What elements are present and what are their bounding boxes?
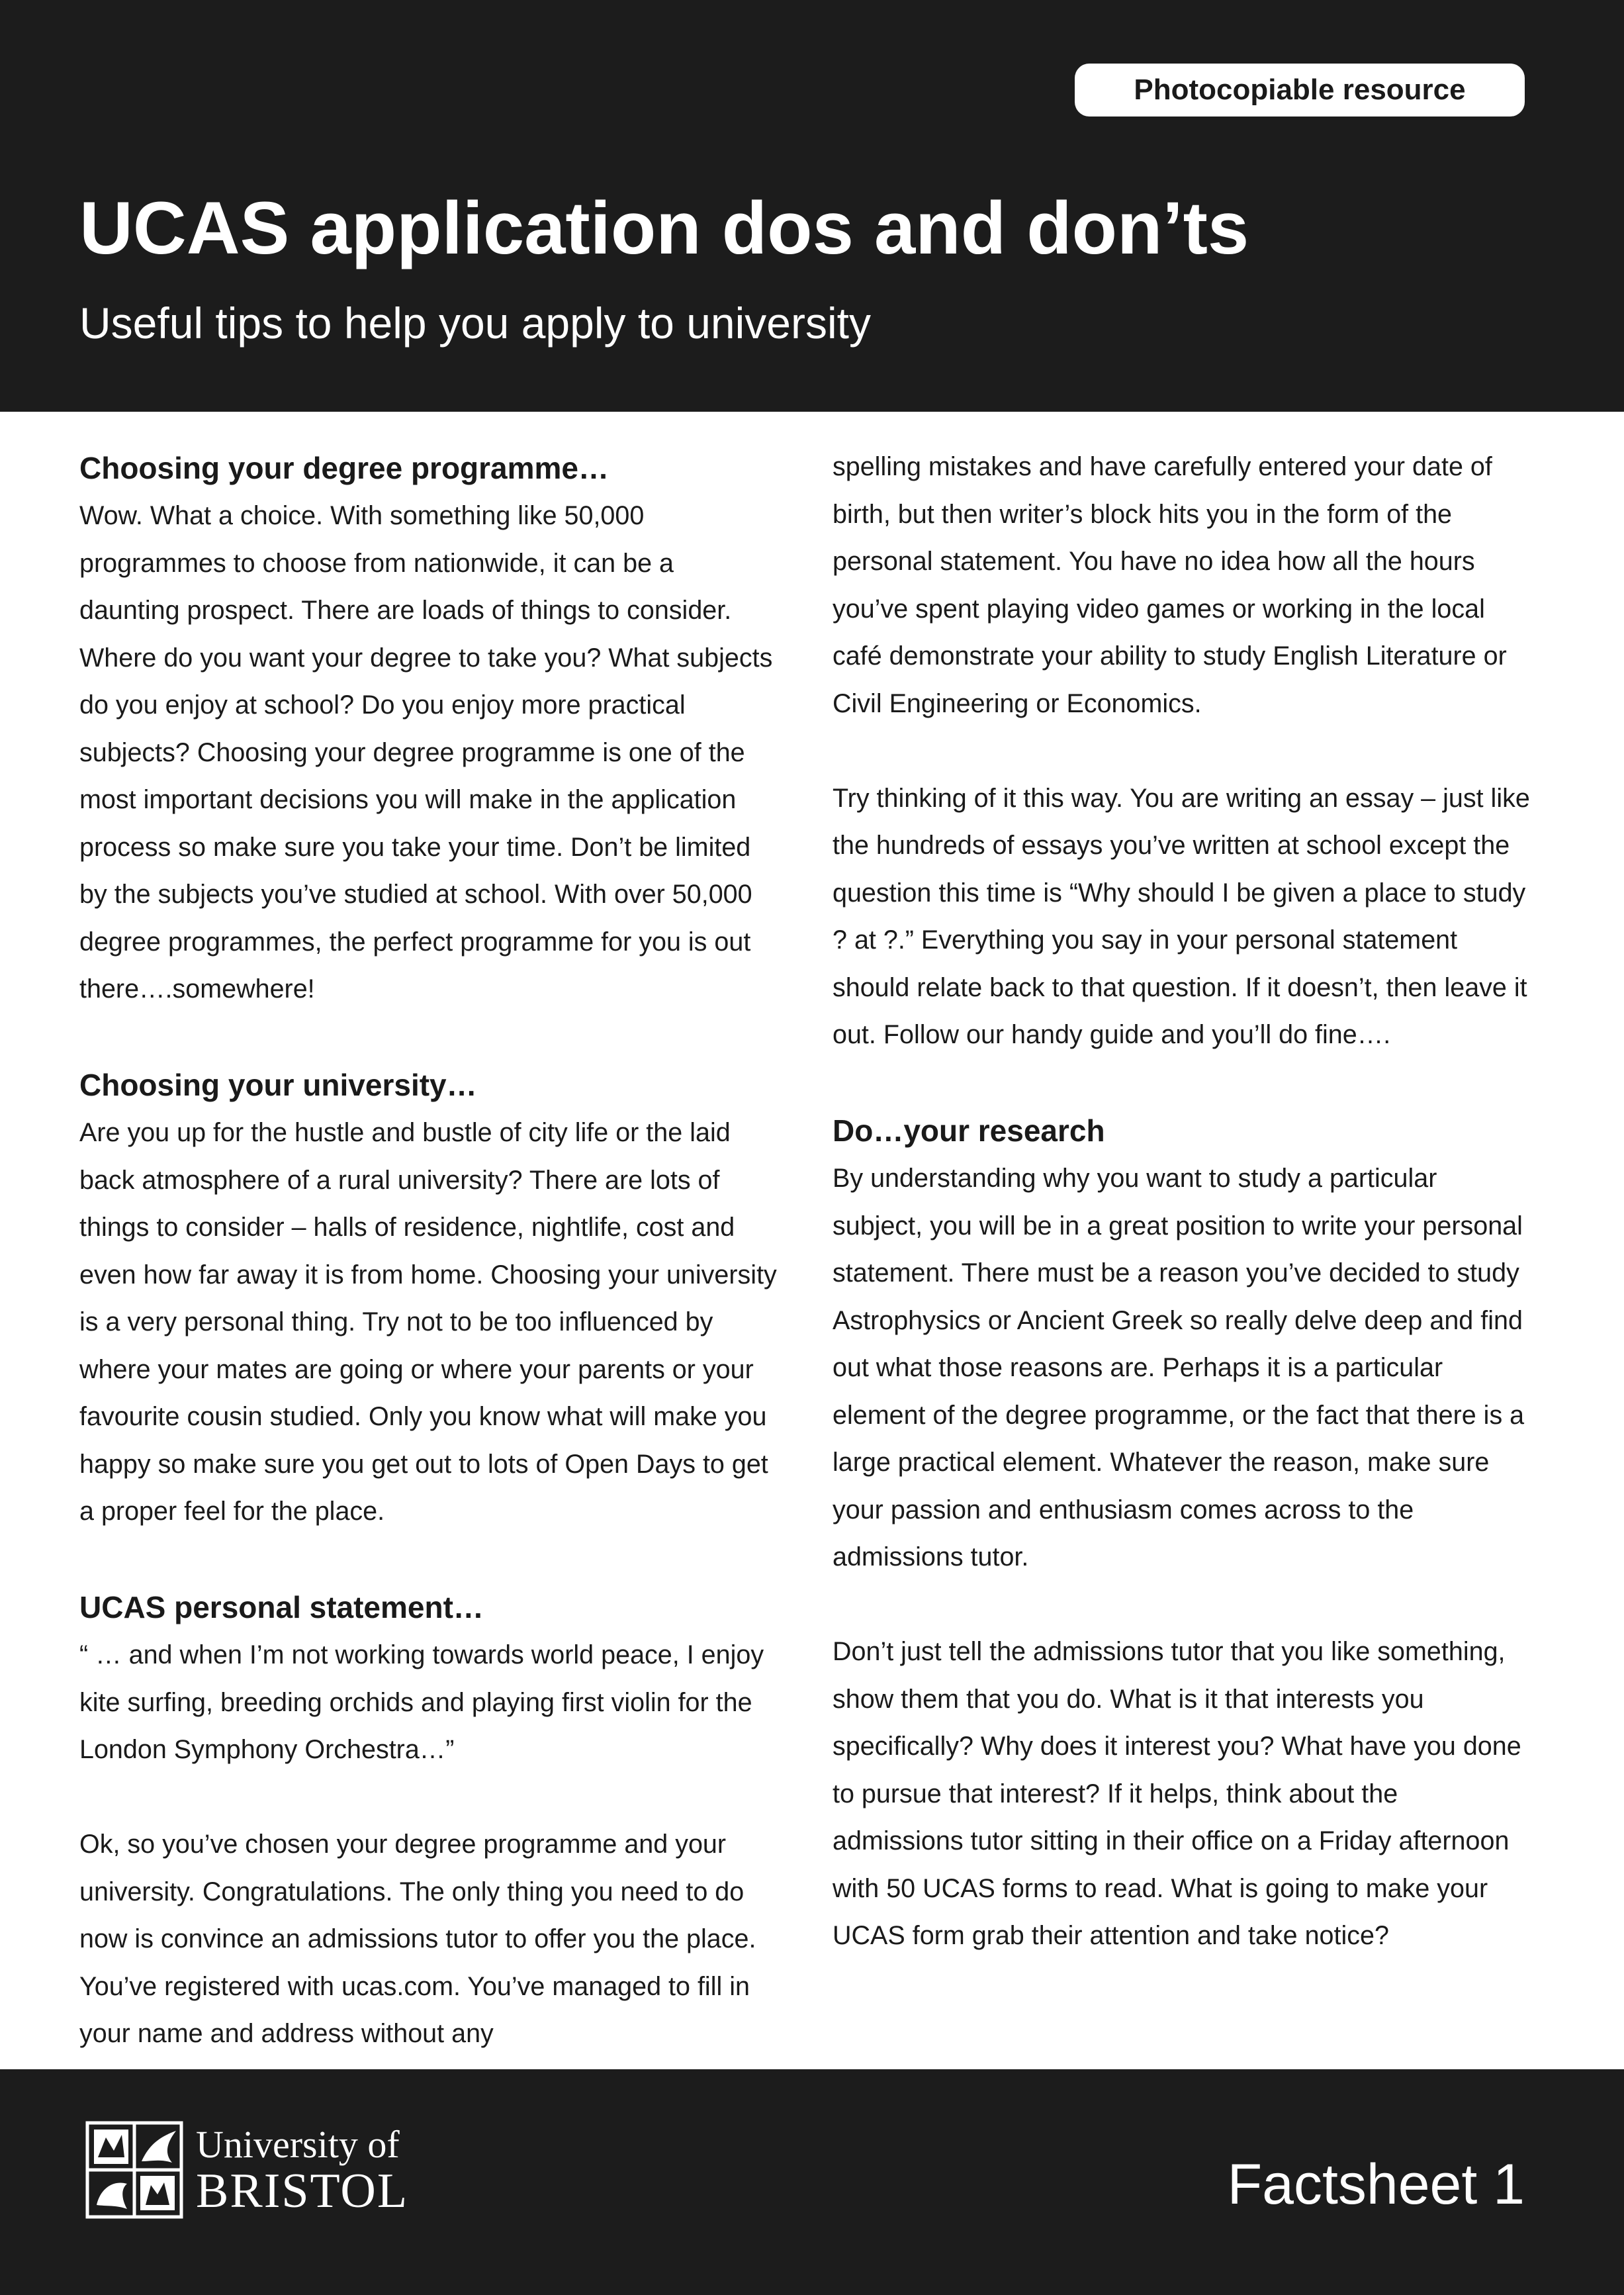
header-band [0,0,1624,412]
statement-quote: “ … and when I’m not working towards world peace, I enjoy kite surfing, breeding orchids and playing first violin for the London Symphony Orchestra…” [79,1640,764,1764]
factsheet-label: Factsheet 1 [1227,2153,1525,2216]
university-wordmark [196,2124,408,2216]
photocopiable-badge: Photocopiable resource [1075,64,1525,117]
section-heading-university: Choosing your university… [79,1068,477,1102]
right-column [833,444,1534,1960]
section-heading-research: Do…your research [833,1113,1105,1148]
statement-body-2: Try thinking of it this way. You are writing an essay – just like the hundreds of essays you’ve written at school except the question this time is “Why should I be given a place to study ? at ?.” Everything you say in your personal statement should relate back to that question. If it doesn’t, then leave it out. Follow our handy guide and you’ll do fine…. [833,783,1530,1049]
section-body-university: Are you up for the hustle and bustle of city life or the laid back atmosphere of a rural university? There are lots of things to consider – halls of residence, nightlife, cost and even how far away it is from home. Choosing your university is a very personal thing. Try not to be too influenced by where your mates are going or where your parents or your favourite cousin studied. Only you know what will make you happy so make sure you get out to lots of Open Days to get a proper feel for the place. [79,1118,777,1526]
page-subtitle: Useful tips to help you apply to university [79,299,871,348]
statement-body-1-continued: spelling mistakes and have carefully entered your date of birth, but then writer’s block hits you in the form of the personal statement. You have no idea how all the hours you’ve spent playing video games or working in the local café demonstrate your ability to study English Literature or Civil Engineering or Economics. [833,452,1507,718]
section-heading-degree: Choosing your degree programme… [79,451,609,485]
page-title: UCAS application dos and don’ts [79,187,1249,269]
logo-line-2: BRISTOL [196,2164,409,2218]
university-crest-icon [85,2120,184,2220]
research-body-2: Don’t just tell the admissions tutor that you like something, show them that you do. What is it that interests you specifically? Why does it interest you? What have you done to pursue that interest? If it helps, think about the admissions tutor sitting in their office on a Friday afternoon with 50 UCAS forms to read. What is going to make your UCAS form grab their attention and take notice? [833,1637,1521,1950]
statement-body-1: Ok, so you’ve chosen your degree programme and your university. Congratulations. The only thing you need to do now is convince an admissions tutor to offer you the place. You’ve registered with ucas.com. You’ve managed to fill in your name and address without any [79,1830,756,2048]
section-body-degree: Wow. What a choice. With something like 50,000 programmes to choose from nationwide, it can be a daunting prospect. There are loads of things to consider. Where do you want your degree to take you? What subjects do you enjoy at school? Do you enjoy more practical subjects? Choosing your degree programme is one of the most important decisions you will make in the application process so make sure you take your time. Don’t be limited by the subjects you’ve studied at school. With over 50,000 degree programmes, the perfect programme for you is out there….somewhere! [79,501,773,1004]
research-body-1: By understanding why you want to study a particular subject, you will be in a great position to write your personal statement. There must be a reason you’ve decided to study Astrophysics or Ancient Greek so really delve deep and find out what those reasons are. Perhaps it is a particular element of the degree programme, or the fact that there is a large practical element. Whatever the reason, make sure your passion and enthusiasm comes across to the admissions tutor. [833,1164,1525,1571]
section-heading-statement: UCAS personal statement… [79,1590,484,1624]
left-column [79,444,781,2058]
logo-line-1: University of [196,2123,400,2166]
university-logo [85,2117,408,2223]
